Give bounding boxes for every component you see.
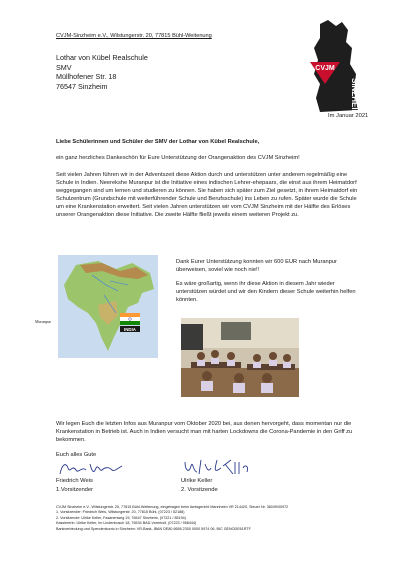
donation-text: Dank Eurer Unterstützung konnten wir 600 EUR nach Muranpur überweisen, soviel wie noch nie!! bbox=[176, 259, 337, 273]
footer-line: Bankverbindung und Spendenkonto in Sinzheim: VR-Bank, IBAN DE80 6656 2300 0000 5974 06, BIC GENODE61RTF bbox=[56, 526, 251, 531]
recipient-line: 76547 Sinzheim bbox=[56, 81, 108, 91]
recipient-line: Lothar von Kübel Realschule bbox=[56, 53, 148, 62]
classroom-photo bbox=[181, 318, 299, 397]
signatory-name: Ulrike Keller bbox=[181, 478, 213, 484]
signatory-2 bbox=[181, 477, 218, 494]
footer-line: CVJM Sinzheim e.V., Wilstungerstr. 20, 77815 Bühl-Weitenung, eingetragen beim Amtsgericht Mannheim VR 214420, Steuer Nr. 36049/00972 bbox=[56, 505, 289, 509]
map-flag-label: INDIA bbox=[124, 326, 136, 332]
signatory-name: Friedrich Weis bbox=[56, 478, 93, 484]
recipient-line: SMV bbox=[56, 62, 72, 72]
signatory-1 bbox=[56, 477, 93, 494]
greeting-text: Liebe Schülerinnen und Schüler der SMV der Lothar von Kübel Realschule, bbox=[56, 139, 260, 145]
signature-keller bbox=[181, 456, 251, 478]
footer-line: 2. Vorsitzende: Ulrike Keller, Fasanenweg 19, 76547 Sinzheim, (07221 / 85194) bbox=[56, 515, 186, 520]
signature-weis bbox=[56, 458, 126, 478]
greeting bbox=[56, 138, 364, 146]
cvjm-logo bbox=[306, 18, 362, 116]
paragraph-update-text: Wir legen Euch die letzten Infos aus Muranpur vom Oktober 2020 bei, aus denen hervorgeht, dass momentan nur die Krankenstation in Betrieb ist. Auch in Indien versucht man mit harten Lockdowns die Corona-Pandemie in den Griff zu bekommen. bbox=[56, 421, 353, 443]
footer-line: 1. Vorsitzender: Friedrich Weis, Wilstungerstr. 20, 77815 Bühl, (07223 / 52188) bbox=[56, 510, 185, 515]
sender-line: CVJM-Sinzheim e.V., Wilstungerstr. 20, 77815 Bühl-Weitenung bbox=[56, 33, 212, 39]
signatory-role: 1.Vorsitzender bbox=[56, 486, 94, 493]
thanks-text: ein ganz herzliches Dankeschön für Eure Unterstützung der Orangenaktion des CVJM Sinzheim! bbox=[56, 155, 300, 161]
donation-block bbox=[176, 258, 364, 310]
footer-line: Kassiererin: Ulrike Keller, Im Lindenbosch 18, 76534 BAD-Vormholt, (07223 / 958444) bbox=[56, 521, 197, 526]
signatory-role: 2. Vorsitzende bbox=[181, 486, 218, 493]
recipient-address bbox=[56, 53, 148, 91]
paragraph-update bbox=[56, 420, 364, 444]
recipient-line: Müllhofener Str. 18 bbox=[56, 72, 117, 82]
wish-text: Es wäre großartig, wenn ihr diese Aktion in diesem Jahr wieder unterstützen würdet und wir den Kindern dieser Schule weiterhin helfen könnten. bbox=[176, 281, 356, 303]
map-location-label: Muranpur bbox=[35, 319, 51, 324]
closing-line: Euch alles Gute bbox=[56, 452, 97, 458]
india-map-image bbox=[58, 255, 158, 358]
letter-footer bbox=[56, 505, 366, 532]
logo-badge-text: CVJM bbox=[315, 65, 335, 72]
thanks-line bbox=[56, 154, 364, 162]
letter-date: Im Januar 2021 bbox=[328, 113, 369, 119]
logo-vertical-text: SINZHEIM bbox=[350, 78, 359, 116]
paragraph-initiative bbox=[56, 171, 364, 219]
paragraph-initiative-text: Seit vielen Jahren führen wir in der Adventszeit diese Aktion durch und unterstützen unter anderem regelmäßig eine Schule in Indien. Neerekshe Muranpur ist die Initiative eines indischen Lehrer-ehepaars, die einst aus ihrem Heimatdorf weggegangen sind um lernen und studieren zu können. Sie haben sich später zum Ziel gesetzt, in ihrem Heimatdorf ein Schulzentrum (Grundschule mit weiterführender Schule und Berufsschule) ins Leben zu rufen. Später wurde die Schule um eine Krankenstation erweitert. Seit vielen Jahren unterstützen wir vom CVJM Sinzheim mit der Hälfte des Erlöses unserer Orangenaktion diese Initiative. Die zweite Hälfte fließt jeweils einem weiteren Projekt zu. bbox=[56, 172, 358, 218]
